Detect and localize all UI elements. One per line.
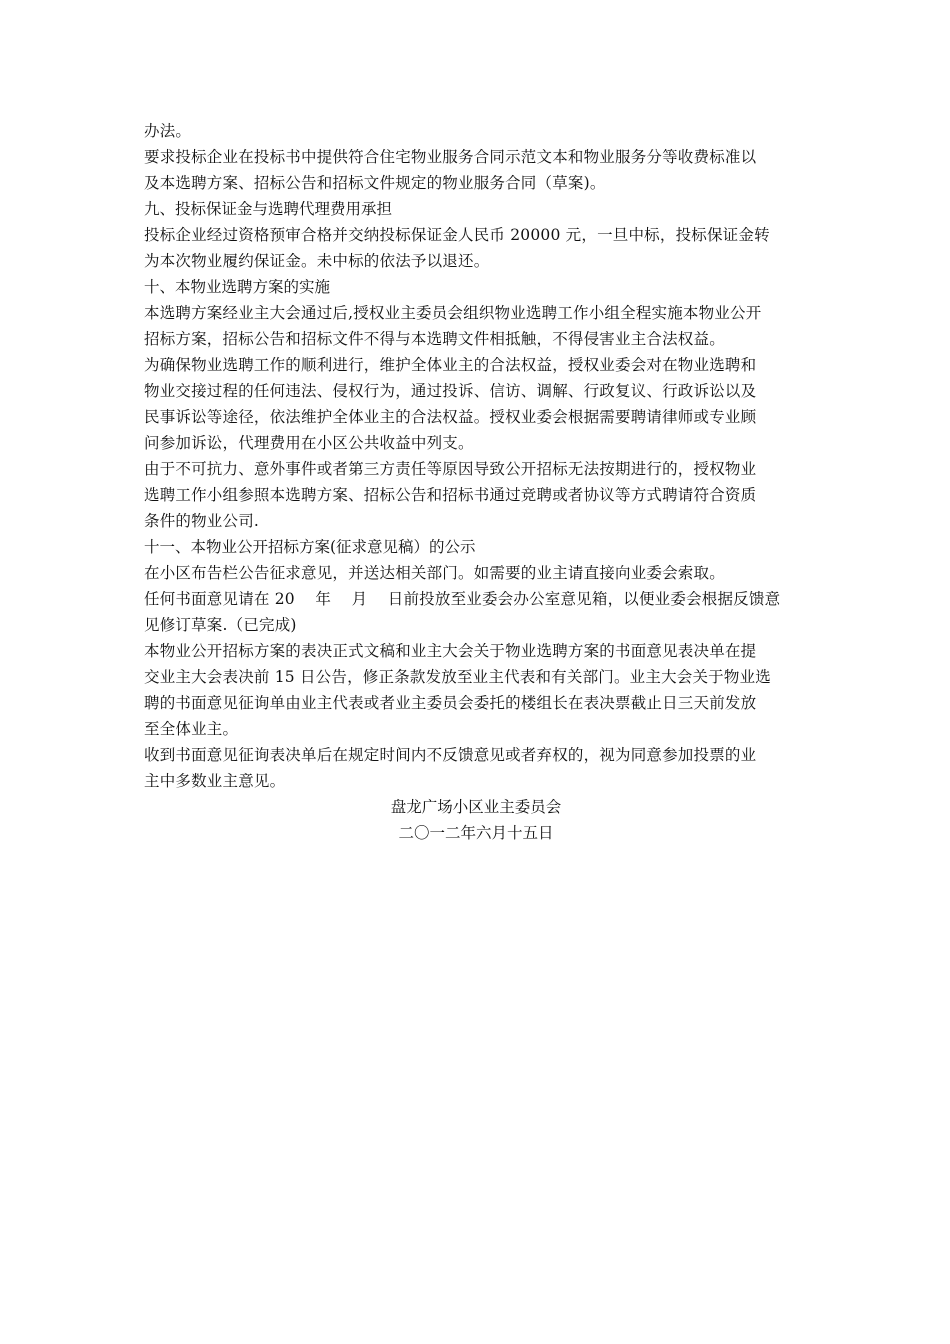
paragraph-line: 在小区布告栏公告征求意见，并送达相关部门。如需要的业主请直接向业委会索取。 [144, 564, 725, 582]
signature-org: 盘龙广场小区业主委员会 [390, 798, 562, 816]
paragraph-line: 至全体业主。 [144, 720, 239, 738]
paragraph-line: 聘的书面意见征询单由业主代表或者业主委员会委托的楼组长在表决票截止日三天前发放 [144, 694, 757, 712]
paragraph-line: 任何书面意见请在 20 年 月 日前投放至业委会办公室意见箱，以便业委会根据反馈意 [144, 590, 781, 608]
paragraph-line: 为本次物业履约保证金。未中标的依法予以退还。 [144, 252, 490, 270]
document-body [144, 118, 808, 846]
paragraph-line: 及本选聘方案、招标公告和招标文件规定的物业服务合同（草案)。 [144, 174, 606, 192]
paragraph-line: 由于不可抗力、意外事件或者第三方责任等原因导致公开招标无法按期进行的，授权物业 [144, 460, 757, 478]
section-heading: 十、本物业选聘方案的实施 [144, 278, 331, 296]
paragraph-line: 问参加诉讼，代理费用在小区公共收益中列支。 [144, 434, 474, 452]
paragraph-line: 交业主大会表决前 15 日公告，修正条款发放至业主代表和有关部门。业主大会关于物业选 [144, 668, 771, 686]
document-content [144, 118, 808, 794]
paragraph-line: 民事诉讼等途径，依法维护全体业主的合法权益。授权业委会根据需要聘请律师或专业顾 [144, 408, 757, 426]
signature-date: 二〇一二年六月十五日 [398, 824, 554, 842]
paragraph-line: 条件的物业公司. [144, 512, 260, 530]
paragraph-line: 收到书面意见征询表决单后在规定时间内不反馈意见或者弃权的，视为同意参加投票的业 [144, 746, 757, 764]
paragraph-line: 要求投标企业在投标书中提供符合住宅物业服务合同示范文本和物业服务分等收费标准以 [144, 148, 757, 166]
paragraph-line: 主中多数业主意见。 [144, 772, 286, 790]
paragraph-line: 本选聘方案经业主大会通过后,授权业主委员会组织物业选聘工作小组全程实施本物业公开 [144, 304, 762, 322]
paragraph-line: 物业交接过程的任何违法、侵权行为，通过投诉、信访、调解、行政复议、行政诉讼以及 [144, 382, 757, 400]
paragraph-line: 投标企业经过资格预审合格并交纳投标保证金人民币 20000 元，一旦中标，投标保证金转 [144, 226, 770, 244]
paragraph-line: 办法。 [144, 122, 192, 140]
section-heading: 九、投标保证金与选聘代理费用承担 [144, 200, 393, 218]
paragraph-line: 本物业公开招标方案的表决正式文稿和业主大会关于物业选聘方案的书面意见表决单在提 [144, 642, 757, 660]
paragraph-line: 见修订草案.（已完成) [144, 616, 297, 634]
paragraph-line: 招标方案，招标公告和招标文件不得与本选聘文件相抵触，不得侵害业主合法权益。 [144, 330, 725, 348]
section-heading: 十一、本物业公开招标方案(征求意见稿）的公示 [144, 538, 476, 556]
paragraph-line: 为确保物业选聘工作的顺利进行，维护全体业主的合法权益，授权业委会对在物业选聘和 [144, 356, 757, 374]
paragraph-line: 选聘工作小组参照本选聘方案、招标公告和招标书通过竞聘或者协议等方式聘请符合资质 [144, 486, 757, 504]
